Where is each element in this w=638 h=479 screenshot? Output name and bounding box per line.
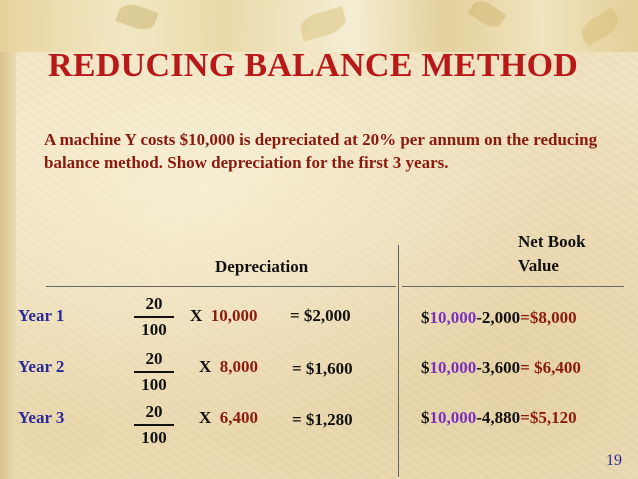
nbv-result: =$5,120 xyxy=(520,408,577,427)
multiplier xyxy=(190,306,258,326)
nbv-cost: 10,000 xyxy=(429,358,477,377)
net-book-value xyxy=(421,408,577,428)
nbv-result: =$8,000 xyxy=(520,308,577,327)
net-book-value-header xyxy=(518,230,586,278)
table-rule-left xyxy=(46,286,396,287)
fraction-bar xyxy=(134,424,174,426)
nbv-accumulated: -4,880 xyxy=(476,408,521,427)
nbv-accumulated: -3,600 xyxy=(476,358,521,377)
fraction-denominator: 100 xyxy=(141,428,167,447)
depreciation-result: = $1,600 xyxy=(292,359,353,378)
top-decorative-banner xyxy=(0,0,638,52)
slide-title: REDUCING BALANCE METHOD xyxy=(48,47,579,84)
fraction-numerator: 20 xyxy=(145,402,163,421)
page-number: 19 xyxy=(606,452,622,469)
book-amount: 10,000 xyxy=(210,306,258,325)
leaf-decoration xyxy=(577,7,623,46)
times-sign: X xyxy=(199,357,212,376)
nbv-dollar-sign: $ xyxy=(421,358,430,377)
nbv-dollar-sign: $ xyxy=(421,408,430,427)
fraction-bar xyxy=(134,371,174,373)
leaf-decoration xyxy=(298,6,349,41)
depreciation-header: Depreciation xyxy=(215,257,309,276)
net-book-header-line2: Value xyxy=(518,256,559,275)
leaf-decoration xyxy=(115,0,158,34)
multiplier xyxy=(199,408,258,428)
net-book-value xyxy=(421,358,581,378)
year-label: Year 1 xyxy=(18,306,65,325)
depreciation-result: = $2,000 xyxy=(290,306,351,325)
table-rule-right xyxy=(402,286,624,287)
nbv-cost: 10,000 xyxy=(429,408,477,427)
year-label: Year 2 xyxy=(18,357,65,376)
nbv-accumulated: -2,000 xyxy=(476,308,521,327)
nbv-cost: 10,000 xyxy=(429,308,477,327)
table-row xyxy=(0,349,638,401)
leaf-decoration xyxy=(467,0,506,32)
book-amount: 6,400 xyxy=(219,408,259,427)
fraction-denominator: 100 xyxy=(141,320,167,339)
net-book-value xyxy=(421,308,577,328)
table-row xyxy=(0,402,638,454)
fraction-numerator: 20 xyxy=(145,349,163,368)
times-sign: X xyxy=(199,408,212,427)
depreciation-result: = $1,280 xyxy=(292,410,353,429)
book-amount: 8,000 xyxy=(219,357,259,376)
multiplier xyxy=(199,357,258,377)
nbv-result: = $6,400 xyxy=(520,358,581,377)
times-sign: X xyxy=(190,306,203,325)
rate-fraction xyxy=(134,402,174,448)
fraction-numerator: 20 xyxy=(145,294,163,313)
year-label: Year 3 xyxy=(18,408,65,427)
problem-statement: A machine Y costs $10,000 is depreciated at 20% per annum on the reducing balance method. Show depreciation for the first 3 years. xyxy=(44,130,598,172)
fraction-bar xyxy=(134,316,174,318)
rate-fraction xyxy=(134,349,174,395)
rate-fraction xyxy=(134,294,174,340)
nbv-dollar-sign: $ xyxy=(421,308,430,327)
fraction-denominator: 100 xyxy=(141,375,167,394)
table-row xyxy=(0,294,638,346)
net-book-header-line1: Net Book xyxy=(518,232,586,251)
